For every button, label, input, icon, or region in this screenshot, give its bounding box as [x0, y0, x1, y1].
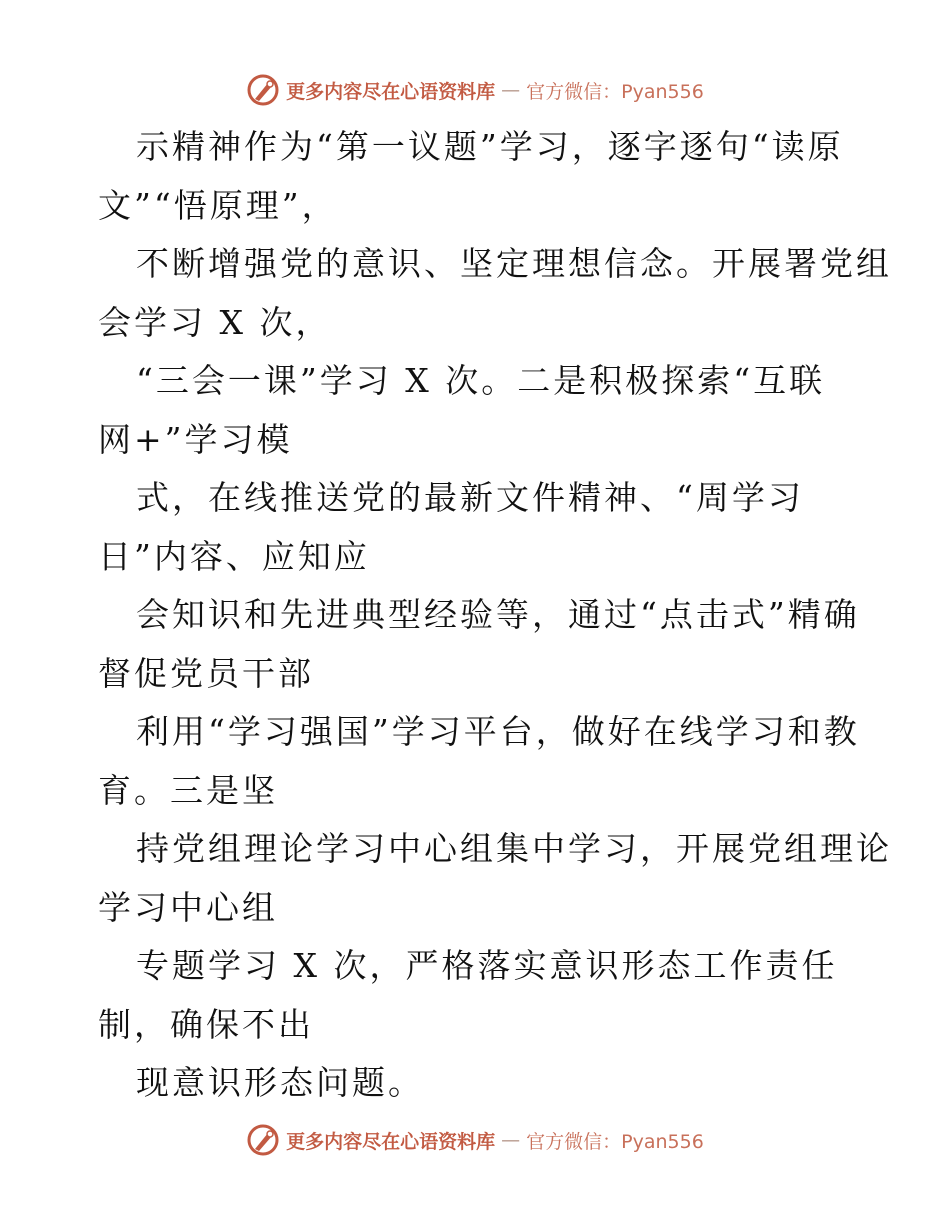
text-line: 日”内容、应知应 [98, 536, 370, 576]
pen-logo-icon [246, 1123, 280, 1157]
text-line: 示精神作为“第一议题”学习，逐字逐句“读原 [136, 127, 844, 166]
watermark-separator: — [501, 1129, 521, 1151]
text-line: 文”“悟原理”， [98, 185, 338, 225]
footer-watermark [0, 1120, 950, 1160]
pen-logo-icon [246, 73, 280, 107]
text-line: 利用“学习强国”学习平台，做好在线学习和教 [136, 712, 860, 751]
text-line: 育。三是坚 [98, 770, 278, 810]
header-watermark [0, 70, 950, 110]
text-line: 现意识形态问题。 [136, 1063, 424, 1102]
text-line: “三会一课”学习 X 次。二是积极探索“互联 [136, 361, 826, 400]
watermark-contact: 官方微信：Pyan556 [526, 80, 704, 103]
text-line: 专题学习 X 次，严格落实意识形态工作责任 [136, 946, 838, 985]
document-body [98, 118, 892, 1113]
text-line: 持党组理论学习中心组集中学习，开展党组理论 [136, 829, 892, 868]
watermark-text: 更多内容尽在心语资料库 [286, 1130, 496, 1153]
text-line: 学习中心组 [98, 887, 278, 927]
watermark-text: 更多内容尽在心语资料库 [286, 80, 496, 103]
text-line: 制，确保不出 [98, 1004, 314, 1044]
text-line: 会学习 X 次， [98, 302, 332, 342]
watermark-separator: — [501, 79, 521, 101]
text-line: 式，在线推送党的最新文件精神、“周学习 [136, 478, 804, 517]
text-line: 不断增强党的意识、坚定理想信念。开展署党组 [136, 244, 892, 283]
text-line: 网+”学习模 [98, 419, 293, 459]
text-line: 会知识和先进典型经验等，通过“点击式”精确 [136, 595, 860, 634]
watermark-contact: 官方微信：Pyan556 [526, 1130, 704, 1153]
text-line: 督促党员干部 [98, 653, 314, 693]
